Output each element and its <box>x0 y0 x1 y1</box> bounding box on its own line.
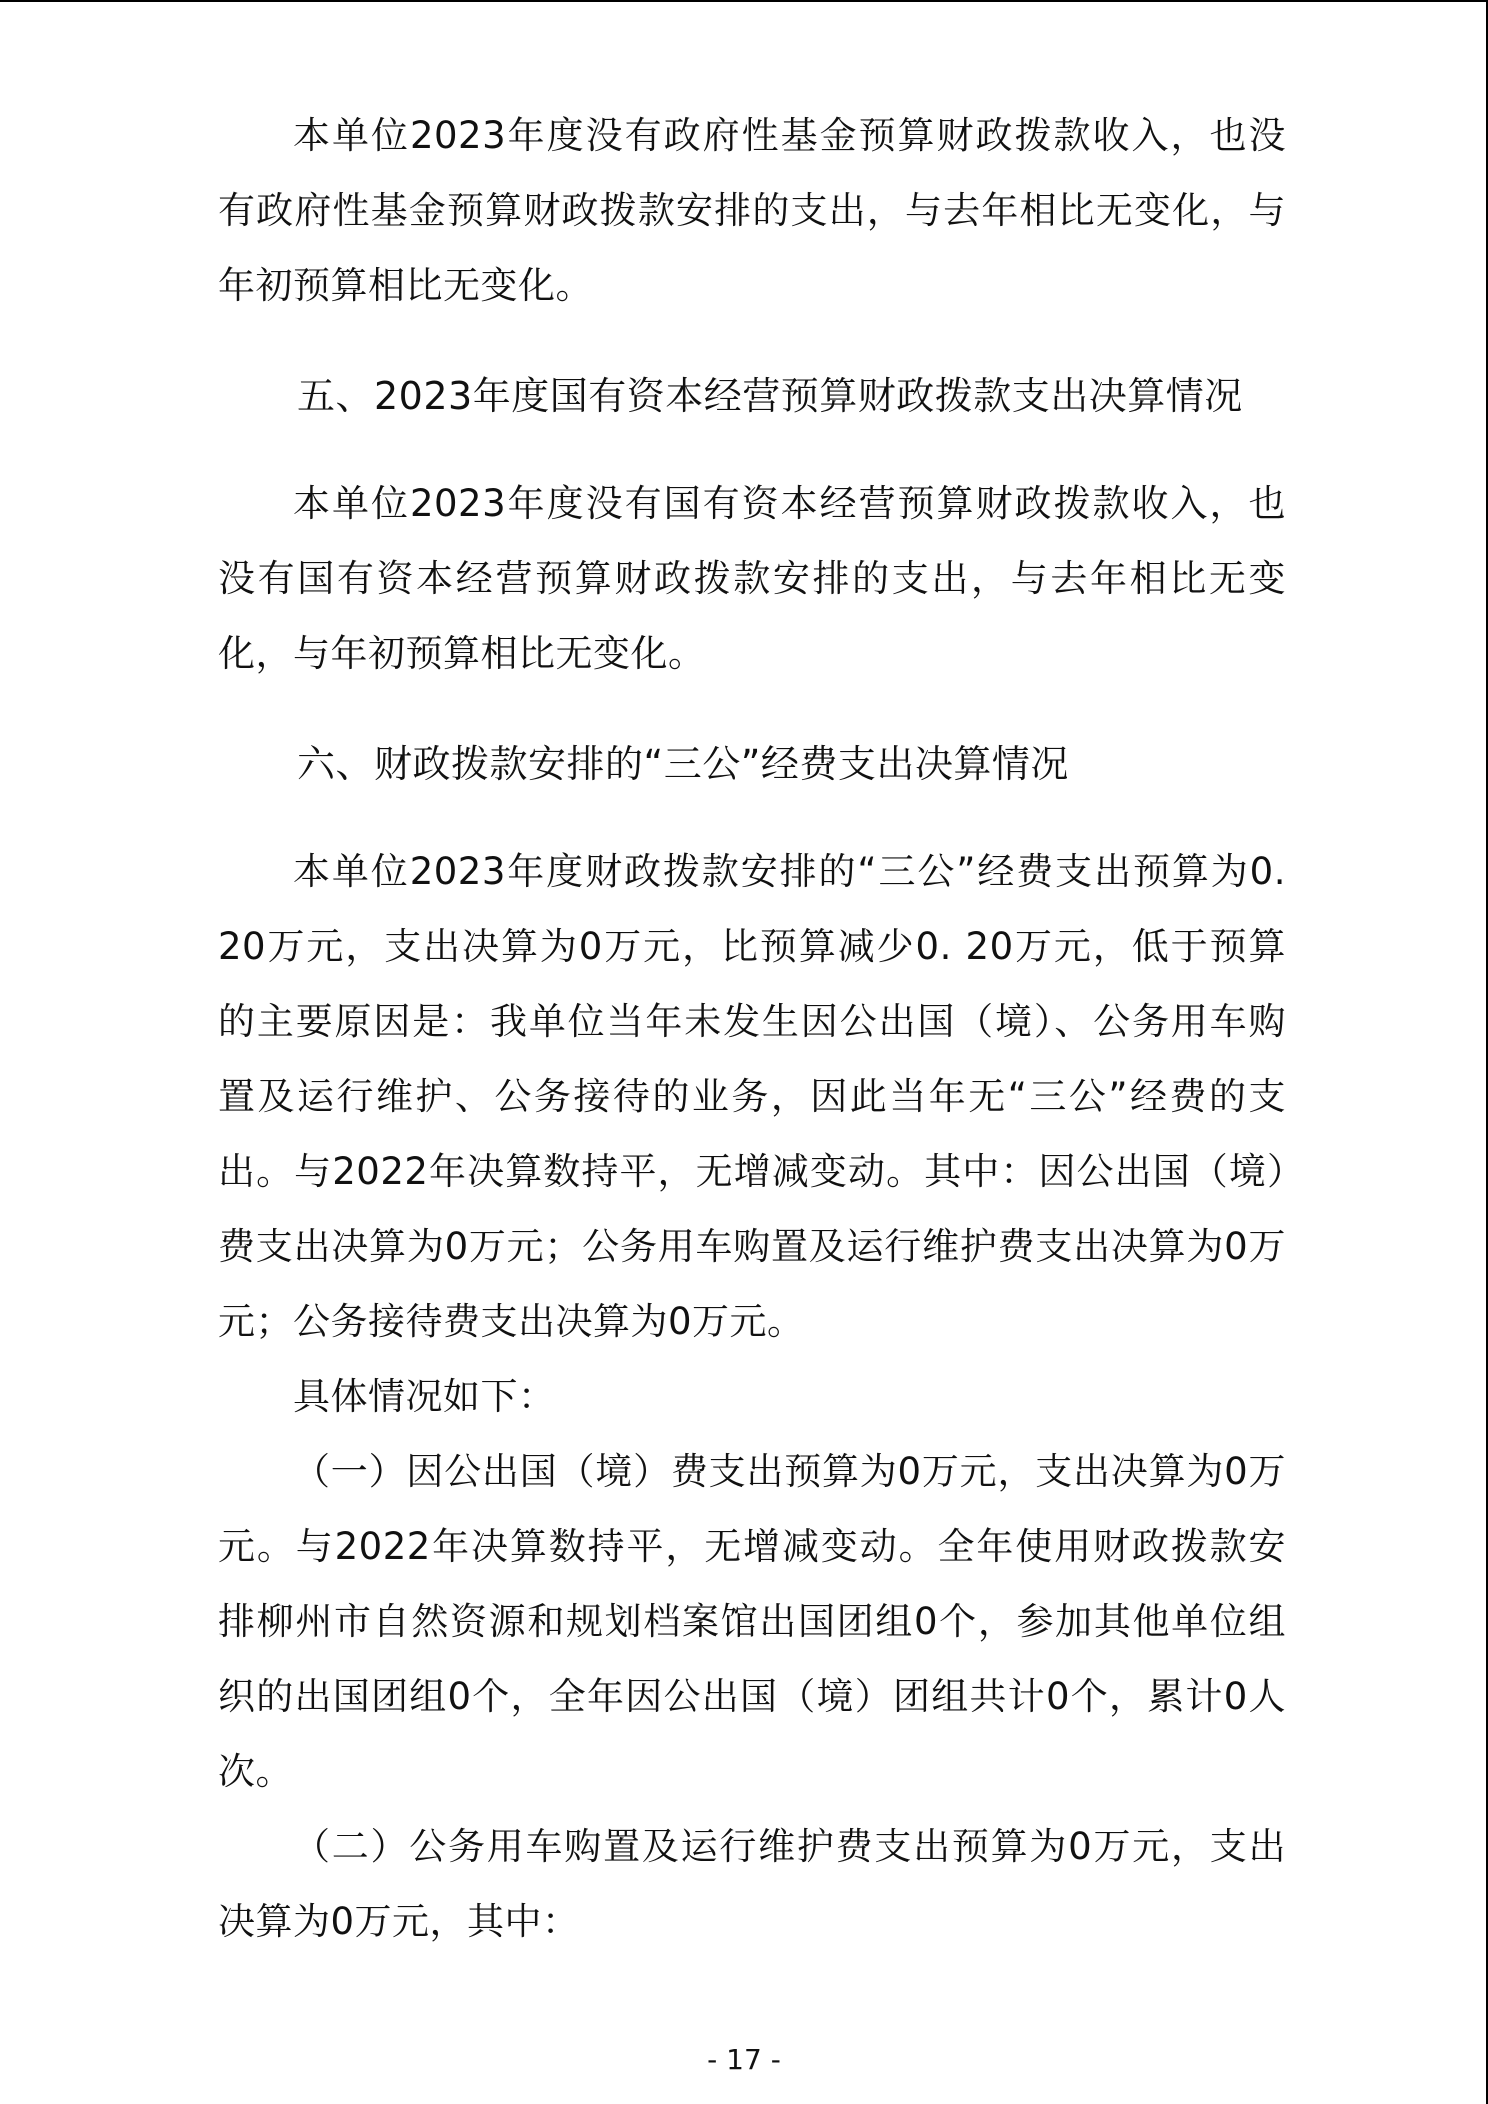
paragraph-item-2-vehicles: （二）公务用车购置及运行维护费支出预算为0万元，支出决算为0万元，其中： <box>218 1825 1286 1943</box>
paragraph-three-public-expenses: 本单位2023年度财政拨款安排的“三公”经费支出预算为0. 20万元，支出决算为0万元，比预算减少0. 20万元，低于预算的主要原因是：我单位当年未发生因公出国（境）、公务用车购置及运行维护、公务接待的业务，因此当年无“三公”经费的支出。与2022年决算数持平，无增减变动。其中：因公出国（境）费支出决算为0万元；公务用车购置及运行维护费支出决算为0万元；公务接待费支出决算为0万元。 <box>218 850 1286 1343</box>
section-heading-5: 五、2023年度国有资本经营预算财政拨款支出决算情况 <box>297 374 1243 418</box>
document-body <box>218 98 1286 1959</box>
paragraph-government-fund: 本单位2023年度没有政府性基金预算财政拨款收入，也没有政府性基金预算财政拨款安排的支出，与去年相比无变化，与年初预算相比无变化。 <box>218 114 1286 307</box>
section-heading-6: 六、财政拨款安排的“三公”经费支出决算情况 <box>297 742 1069 786</box>
page-number: - 17 - <box>707 2043 781 2076</box>
paragraph-state-capital: 本单位2023年度没有国有资本经营预算财政拨款收入，也没有国有资本经营预算财政拨款安排的支出，与去年相比无变化，与年初预算相比无变化。 <box>218 482 1286 675</box>
paragraph-details-intro: 具体情况如下： <box>293 1375 556 1418</box>
paragraph-item-1-overseas: （一）因公出国（境）费支出预算为0万元，支出决算为0万元。与2022年决算数持平，无增减变动。全年使用财政拨款安排柳州市自然资源和规划档案馆出国团组0个，参加其他单位组织的出国团组0个，全年因公出国（境）团组共计0个，累计0人次。 <box>218 1450 1286 1793</box>
